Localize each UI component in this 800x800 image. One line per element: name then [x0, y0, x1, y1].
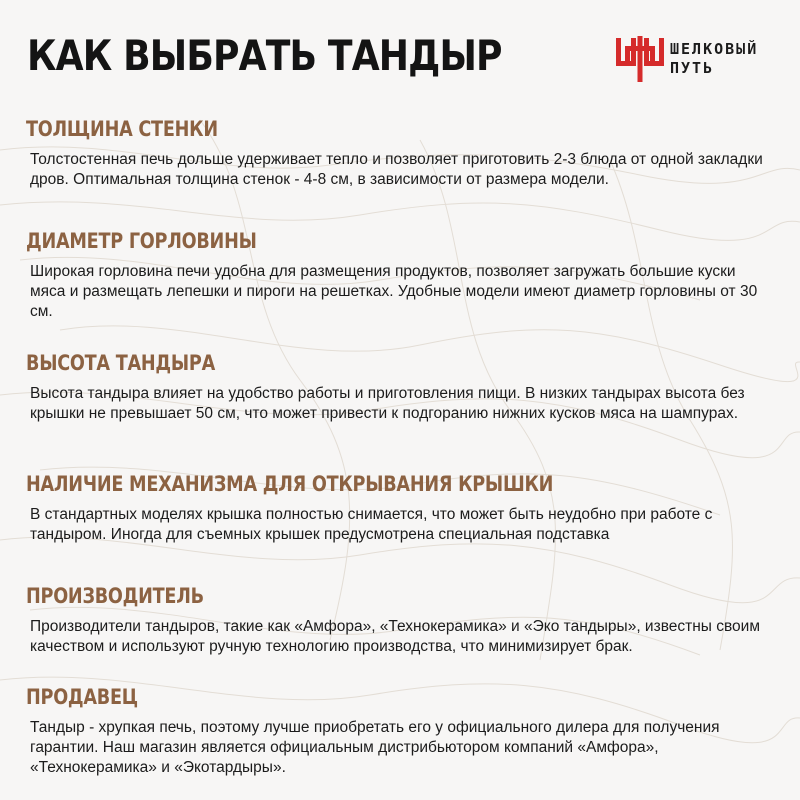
brand-logo	[616, 36, 776, 82]
page-title: КАК ВЫБРАТЬ ТАНДЫР	[27, 31, 502, 80]
section-heading: НАЛИЧИЕ МЕХАНИЗМА ДЛЯ ОТКРЫВАНИЯ КРЫШКИ	[26, 472, 554, 496]
brand-name-line2: ПУТЬ	[670, 59, 715, 77]
section-lid-mechanism	[26, 469, 776, 581]
silk-road-logo-icon	[616, 36, 664, 82]
section-heading: ПРОДАВЕЦ	[26, 685, 138, 709]
section-neck-diameter	[26, 226, 776, 348]
section-body: Толстостенная печь дольше удерживает тепло и позволяет приготовить 2-3 блюда от одной закладки дров. Оптимальная толщина стенок - 4-8 см, в зависимости от размера модели.	[30, 151, 763, 188]
section-wall-thickness	[26, 114, 776, 226]
section-body: В стандартных моделях крышка полностью снимается, что может быть неудобно при работе с тандыром. Иногда для съемных крышек предусмотрена специальная подставка	[30, 506, 713, 543]
section-body: Высота тандыра влияет на удобство работы и приготовления пищи. В низких тандырах высота без крышки не превышает 50 см, что может привести к подгоранию нижних кусков мяса на шампурах.	[30, 385, 745, 422]
section-heading: ДИАМЕТР ГОРЛОВИНЫ	[26, 229, 257, 253]
sections-list	[26, 114, 776, 778]
brand-name-line1: ШЕЛКОВЫЙ	[670, 40, 759, 58]
section-body: Тандыр - хрупкая печь, поэтому лучше приобретать его у официального дилера для получения гарантии. Наш магазин является официальным дистрибьютором компаний «Амфора», «Технокерамика» и «Экотардыры».	[30, 719, 720, 776]
section-tandoor-height	[26, 348, 776, 469]
section-body: Производители тандыров, такие как «Амфора», «Технокерамика» и «Эко тандыры», известны своим качеством и используют ручную технологию производства, что минимизирует брак.	[30, 618, 760, 655]
section-body: Широкая горловина печи удобна для размещения продуктов, позволяет загружать большие куски мяса и размещать лепешки и пироги на решетках. Удобные модели имеют диаметр горловины от 30 см.	[30, 263, 758, 320]
section-heading: ВЫСОТА ТАНДЫРА	[26, 351, 215, 375]
section-heading: ПРОИЗВОДИТЕЛЬ	[26, 584, 204, 608]
section-seller	[26, 682, 776, 778]
brand-name	[670, 40, 758, 78]
section-manufacturer	[26, 581, 776, 682]
section-heading: ТОЛЩИНА СТЕНКИ	[26, 117, 218, 141]
